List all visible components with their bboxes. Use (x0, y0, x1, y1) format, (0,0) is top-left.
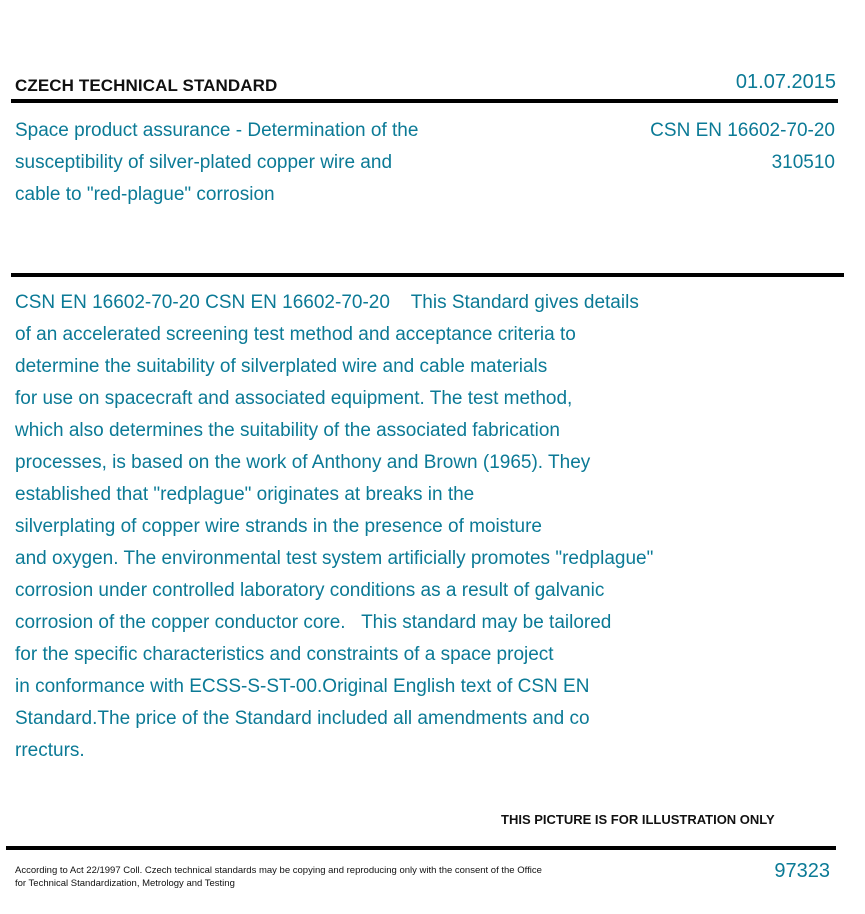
legal-notice (15, 864, 615, 890)
abstract-line: for the specific characteristics and constraints of a space project (15, 644, 554, 665)
illustration-disclaimer: THIS PICTURE IS FOR ILLUSTRATION ONLY (501, 812, 775, 827)
abstract-line: processes, is based on the work of Anthony and Brown (1965). They (15, 452, 591, 473)
catalog-number: 97323 (774, 860, 830, 882)
standard-number: CSN EN 16602-70-20 (650, 120, 835, 141)
document-title-line: Space product assurance - Determination of the (15, 120, 419, 141)
document-identifiers (650, 115, 835, 179)
divider-middle (11, 273, 844, 277)
divider-top (11, 99, 838, 103)
abstract-line: of an accelerated screening test method and acceptance criteria to (15, 324, 576, 345)
divider-bottom (6, 846, 836, 850)
abstract-line: corrosion of the copper conductor core. This standard may be tailored (15, 612, 612, 633)
abstract-line: determine the suitability of silverplated wire and cable materials (15, 356, 548, 377)
header-title: CZECH TECHNICAL STANDARD (15, 76, 278, 95)
document-title (15, 115, 495, 211)
document-title-line: cable to "red-plague" corrosion (15, 184, 275, 205)
abstract-line: which also determines the suitability of the associated fabrication (15, 420, 560, 441)
publication-date: 01.07.2015 (735, 71, 836, 93)
legal-notice-line: According to Act 22/1997 Coll. Czech technical standards may be copying and reproducing only with the consent of the Office (15, 865, 542, 876)
abstract-line: silverplating of copper wire strands in the presence of moisture (15, 516, 542, 537)
abstract-line: for use on spacecraft and associated equipment. The test method, (15, 388, 573, 409)
abstract-text (15, 287, 775, 767)
abstract-line: in conformance with ECSS-S-ST-00.Original English text of CSN EN (15, 676, 590, 697)
abstract-line: CSN EN 16602-70-20 CSN EN 16602-70-20 This Standard gives details (15, 292, 639, 313)
abstract-line: established that "redplague" originates at breaks in the (15, 484, 475, 505)
legal-notice-line: for Technical Standardization, Metrology and Testing (15, 878, 235, 889)
abstract-line: and oxygen. The environmental test system artificially promotes "redplague" (15, 548, 654, 569)
abstract-line: rrecturs. (15, 740, 85, 761)
abstract-line: corrosion under controlled laboratory conditions as a result of galvanic (15, 580, 605, 601)
document-title-line: susceptibility of silver-plated copper wire and (15, 152, 393, 173)
class-number: 310510 (771, 152, 835, 173)
abstract-line: Standard.The price of the Standard included all amendments and co (15, 708, 590, 729)
